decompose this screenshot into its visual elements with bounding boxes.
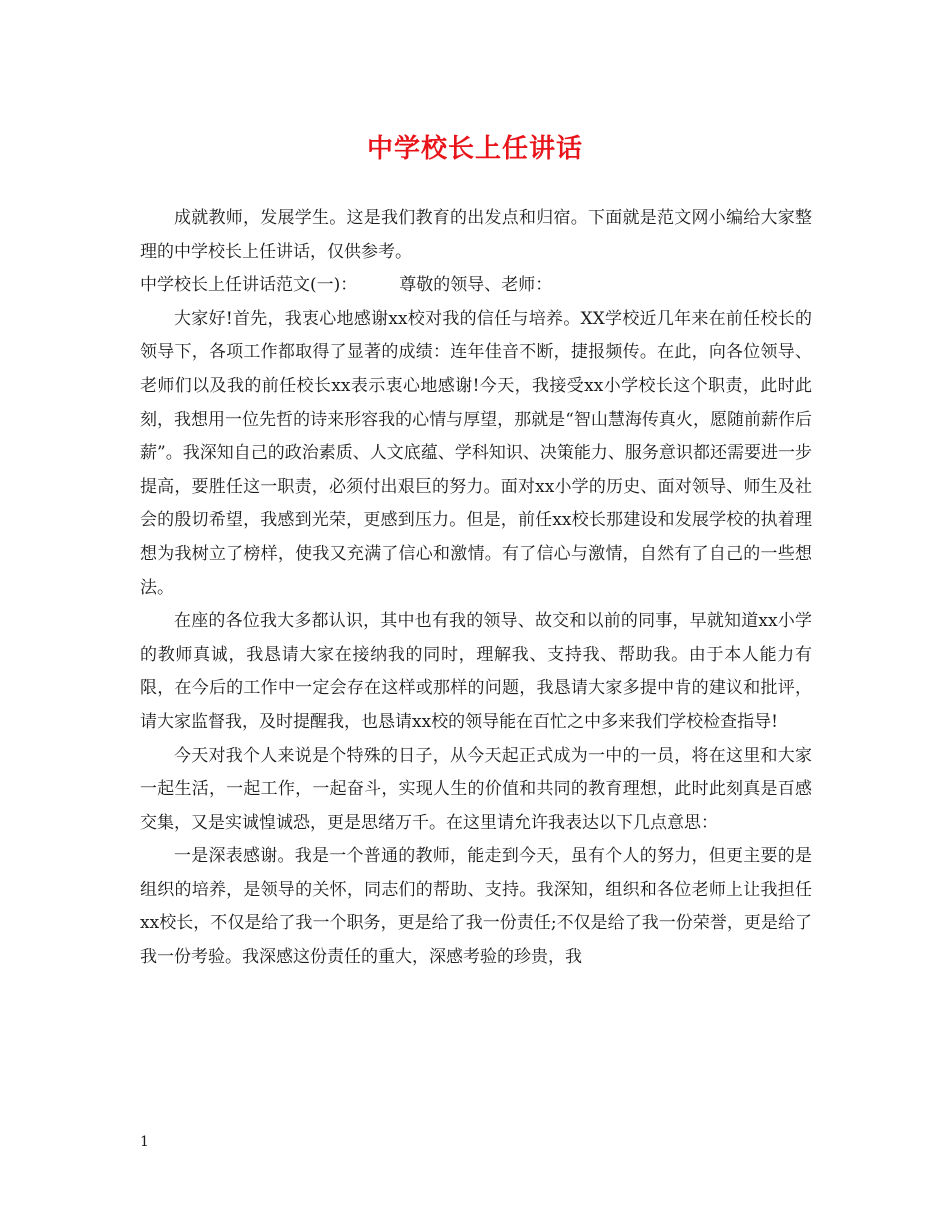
page-number: 1 [140,1134,149,1150]
body-paragraph: 一是深表感谢。我是一个普通的教师，能走到今天，虽有个人的努力，但更主要的是组织的培养，是领导的关怀，同志们的帮助、支持。我深知，组织和各位老师上让我担任xx校长，不仅是给了我一个职务，更是给了我一份责任;不仅是给了我一份荣誉，更是给了我一份考验。我深感这份责任的重大，深感考验的珍贵，我 [140,846,812,968]
salutation: 尊敬的领导、老师： [399,275,553,296]
document-body [140,202,812,975]
body-paragraph: 今天对我个人来说是个特殊的日子，从今天起正式成为一中的一员，将在这里和大家一起生活，一起工作，一起奋斗，实现人生的价值和共同的教育理想，此时此刻真是百感交集，又是实诚惶诚恐，更是思绪万千。在这里请允许我表达以下几点意思： [140,745,812,833]
heading-line [140,269,812,303]
document-title: 中学校长上任讲话 [366,134,583,164]
body-paragraph: 大家好!首先，我衷心地感谢xx校对我的信任与培养。XX学校近几年来在前任校长的领导下，各项工作都取得了显著的成绩：连年佳音不断，捷报频传。在此，向各位领导、老师们以及我的前任校长xx表示衷心地感谢!今天，我接受xx小学校长这个职责，此时此刻，我想用一位先哲的诗来形容我的心情与厚望，那就是“智山慧海传真火，愿随前薪作后薪”。我深知自己的政治素质、人文底蕴、学科知识、决策能力、服务意识都还需要进一步提高，要胜任这一职责，必须付出艰巨的努力。面对xx小学的历史、面对领导、师生及社会的殷切希望，我感到光荣，更感到压力。但是，前任xx校长那建设和发展学校的执着理想为我树立了榜样，使我又充满了信心和激情。有了信心与激情，自然有了自己的一些想法。 [140,308,812,598]
body-paragraph: 在座的各位我大多都认识，其中也有我的领导、故交和以前的同事，早就知道xx小学的教师真诚，我恳请大家在接纳我的同时，理解我、支持我、帮助我。由于本人能力有限，在今后的工作中一定会存在这样或那样的问题，我恳请大家多提中肯的建议和批评，请大家监督我，及时提醒我，也恳请xx校的领导能在百忙之中多来我们学校检查指导! [140,611,812,732]
heading-label: 中学校长上任讲话范文(一)： [140,275,358,296]
intro-paragraph: 成就教师，发展学生。这是我们教育的出发点和归宿。下面就是范文网小编给大家整理的中学校长上任讲话，仅供参考。 [140,208,812,262]
